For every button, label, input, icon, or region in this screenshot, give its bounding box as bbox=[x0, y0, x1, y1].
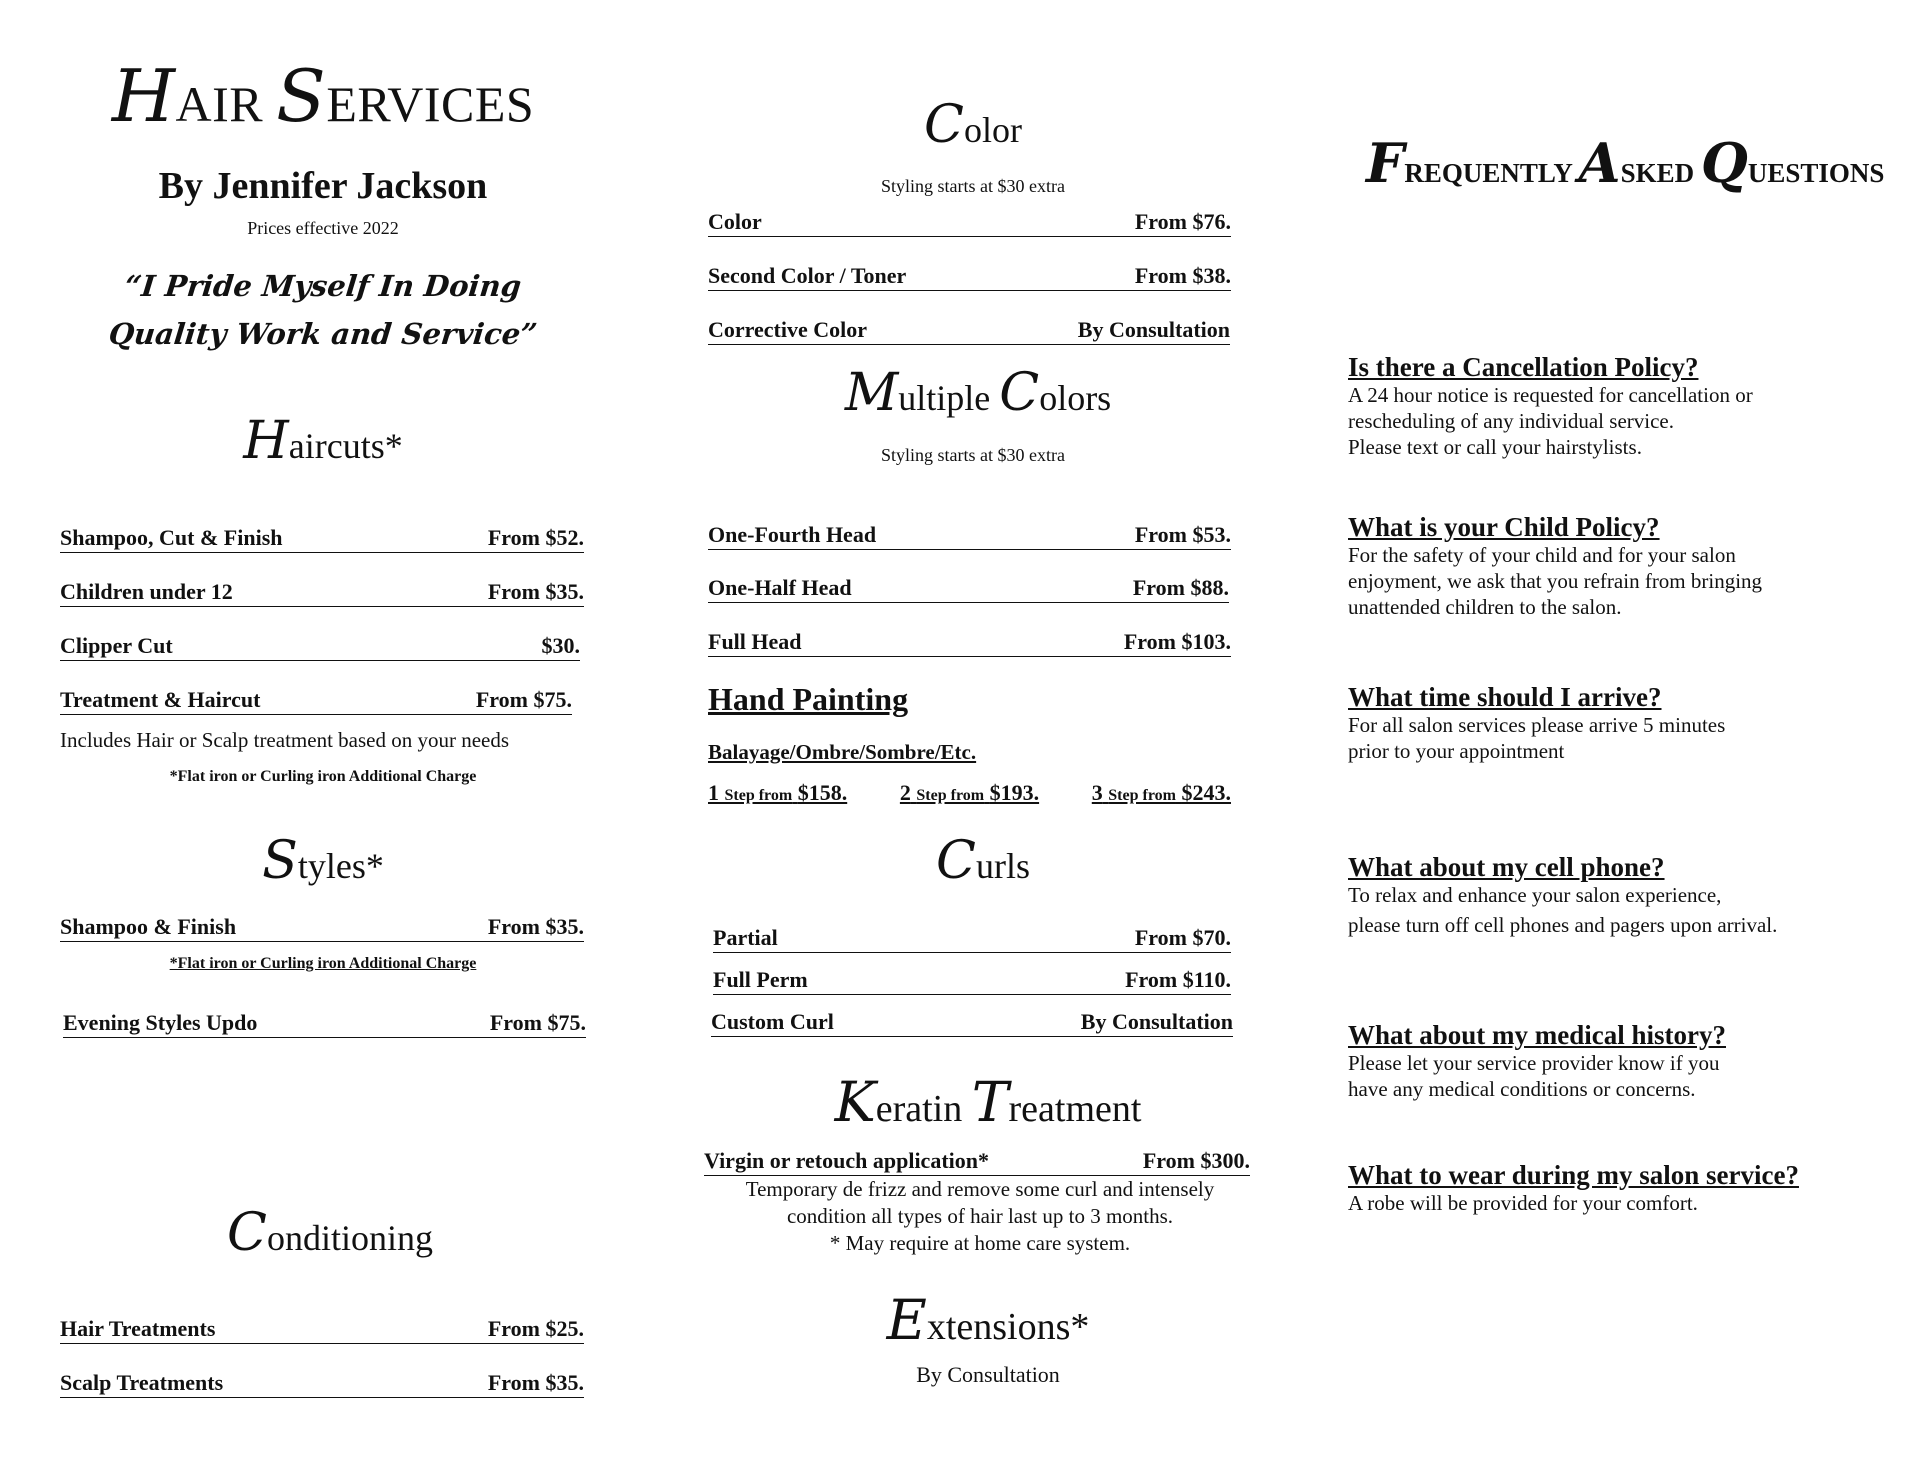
keratin-description bbox=[700, 1176, 1260, 1257]
faq-answer-line: rescheduling of any individual service. bbox=[1348, 409, 1674, 433]
price-row bbox=[60, 633, 580, 661]
title-part-1: AIR bbox=[175, 76, 264, 132]
price-row bbox=[708, 317, 1230, 345]
styles-heading bbox=[60, 831, 586, 896]
extensions-initial: E bbox=[886, 1288, 927, 1352]
haircuts-initial: H bbox=[243, 411, 289, 471]
faq-answer-line: For all salon services please arrive 5 minutes bbox=[1348, 713, 1726, 737]
price-row bbox=[708, 629, 1231, 657]
faq-question: What time should I arrive? bbox=[1348, 682, 1662, 712]
faq-item bbox=[1348, 352, 1888, 460]
hand-painting-subtitle: Balayage/Ombre/Sombre/Etc. bbox=[708, 740, 977, 764]
faq-answer-line: For the safety of your child and for your salon bbox=[1348, 543, 1736, 567]
service-name: Clipper Cut bbox=[60, 633, 173, 658]
price-row bbox=[713, 967, 1231, 995]
service-price: From $35. bbox=[487, 1370, 584, 1395]
hand-painting-heading: Hand Painting bbox=[708, 681, 909, 717]
service-price: From $110. bbox=[1125, 967, 1231, 992]
styles-title: tyles* bbox=[297, 846, 384, 886]
price-row bbox=[60, 1316, 584, 1344]
motto-line-1: “I Pride Myself In Doing bbox=[123, 269, 523, 303]
step-item: 1 Step from $158. bbox=[708, 780, 848, 805]
service-price: $30. bbox=[541, 633, 580, 658]
service-price: By Consultation bbox=[1077, 317, 1230, 342]
service-name: One-Half Head bbox=[708, 575, 852, 600]
faq-question: What about my medical history? bbox=[1348, 1020, 1726, 1050]
keratin-title-2: reatment bbox=[1008, 1088, 1142, 1130]
effective-date: Prices effective 2022 bbox=[247, 218, 399, 238]
faq-item bbox=[1348, 1020, 1888, 1102]
faq-answer-line: Please let your service provider know if you bbox=[1348, 1051, 1720, 1075]
multiple-initial: M bbox=[844, 363, 899, 423]
faq-item bbox=[1348, 512, 1888, 620]
service-name: Shampoo, Cut & Finish bbox=[60, 525, 283, 550]
service-price: From $300. bbox=[1142, 1148, 1250, 1173]
styles-initial: S bbox=[262, 831, 298, 891]
service-name: Full Head bbox=[708, 629, 802, 654]
price-row bbox=[60, 914, 584, 942]
service-name: Treatment & Haircut bbox=[60, 687, 261, 712]
multiple-colors-note: Styling starts at $30 extra bbox=[881, 445, 1065, 465]
price-row bbox=[60, 687, 572, 715]
service-name: Evening Styles Updo bbox=[63, 1010, 258, 1035]
faq-question: What is your Child Policy? bbox=[1348, 512, 1660, 542]
keratin-desc-line: Temporary de frizz and remove some curl and intensely bbox=[745, 1177, 1215, 1201]
page-title bbox=[60, 55, 586, 139]
faq-answer-line: unattended children to the salon. bbox=[1348, 595, 1622, 619]
title-initial-s: S bbox=[276, 55, 327, 139]
service-name: Full Perm bbox=[713, 967, 808, 992]
multiple-title-2: olors bbox=[1039, 378, 1112, 418]
service-price: From $38. bbox=[1134, 263, 1231, 288]
service-price: By Consultation bbox=[1080, 1009, 1233, 1034]
faq-initial-q: Q bbox=[1700, 131, 1748, 195]
service-price: From $103. bbox=[1123, 629, 1231, 654]
service-price: From $35. bbox=[487, 914, 584, 939]
price-row bbox=[60, 579, 584, 607]
faq-title bbox=[1366, 131, 1906, 201]
conditioning-title: onditioning bbox=[266, 1218, 433, 1258]
faq-answer-line: A robe will be provided for your comfort. bbox=[1348, 1191, 1698, 1215]
faq-item bbox=[1348, 852, 1888, 938]
haircuts-heading bbox=[60, 411, 586, 476]
extensions-title: xtensions* bbox=[926, 1306, 1090, 1348]
treatment-initial: T bbox=[971, 1070, 1009, 1134]
color-note: Styling starts at $30 extra bbox=[881, 176, 1065, 196]
faq-question: What about my cell phone? bbox=[1348, 852, 1665, 882]
faq-answer-line: enjoyment, we ask that you refrain from bringing bbox=[1348, 569, 1763, 593]
service-price: From $70. bbox=[1134, 925, 1231, 950]
service-name: Color bbox=[708, 209, 762, 234]
service-price: From $52. bbox=[487, 525, 584, 550]
motto bbox=[60, 262, 586, 358]
color-heading bbox=[708, 95, 1238, 160]
service-name: Corrective Color bbox=[708, 317, 868, 342]
price-row bbox=[708, 522, 1231, 550]
faq-item bbox=[1348, 1160, 1888, 1216]
curls-initial: C bbox=[936, 831, 976, 891]
color-title: olor bbox=[963, 110, 1022, 150]
keratin-initial: K bbox=[834, 1070, 876, 1134]
multiple-title-1: ultiple bbox=[898, 378, 991, 418]
service-name: Children under 12 bbox=[60, 579, 233, 604]
motto-line-2: Quality Work and Service” bbox=[107, 317, 539, 351]
service-price: From $75. bbox=[475, 687, 572, 712]
faq-title-part: UESTIONS bbox=[1747, 158, 1885, 188]
byline: By Jennifer Jackson bbox=[158, 165, 488, 207]
keratin-desc-line: * May require at home care system. bbox=[829, 1231, 1131, 1255]
price-row bbox=[711, 1009, 1233, 1037]
faq-answer-line: prior to your appointment bbox=[1348, 739, 1565, 763]
service-name: Virgin or retouch application* bbox=[704, 1148, 989, 1173]
service-price: From $75. bbox=[489, 1010, 586, 1035]
color-initial: C bbox=[924, 95, 964, 155]
price-row bbox=[713, 925, 1231, 953]
extensions-note: By Consultation bbox=[916, 1362, 1060, 1387]
faq-answer-line: To relax and enhance your salon experience, bbox=[1348, 883, 1722, 907]
faq-question: Is there a Cancellation Policy? bbox=[1348, 352, 1699, 382]
faq-question: What to wear during my salon service? bbox=[1348, 1160, 1799, 1190]
price-row bbox=[60, 525, 584, 553]
haircuts-title: aircuts* bbox=[288, 426, 403, 466]
service-name: Second Color / Toner bbox=[708, 263, 907, 288]
keratin-heading bbox=[708, 1070, 1268, 1140]
multiple-colors-heading bbox=[708, 363, 1248, 428]
faq-initial-f: F bbox=[1366, 131, 1405, 195]
price-row bbox=[708, 209, 1231, 237]
haircut-note: Includes Hair or Scalp treatment based on your needs bbox=[60, 728, 510, 752]
price-row bbox=[708, 263, 1231, 291]
service-name: Shampoo & Finish bbox=[60, 914, 237, 939]
service-price: From $53. bbox=[1134, 522, 1231, 547]
faq-answer-line: A 24 hour notice is requested for cancellation or bbox=[1348, 383, 1753, 407]
keratin-desc-line: condition all types of hair last up to 3 months. bbox=[786, 1204, 1174, 1228]
title-part-2: ERVICES bbox=[326, 76, 535, 132]
service-price: From $88. bbox=[1132, 575, 1229, 600]
haircut-footnote: *Flat iron or Curling iron Additional Charge bbox=[169, 768, 477, 785]
price-row bbox=[63, 1010, 586, 1038]
hand-painting-steps bbox=[708, 780, 1231, 806]
colors-initial: C bbox=[999, 363, 1040, 423]
service-name: Partial bbox=[713, 925, 778, 950]
step-item: 3 Step from $243. bbox=[1091, 780, 1231, 805]
styles-footnote: *Flat iron or Curling iron Additional Charge bbox=[169, 955, 477, 972]
faq-answer-line: Please text or call your hairstylists. bbox=[1348, 435, 1642, 459]
title-initial-h: H bbox=[111, 55, 176, 139]
curls-title: urls bbox=[975, 846, 1030, 886]
faq-title-part: REQUENTLY bbox=[1404, 158, 1572, 188]
faq-title-part: SKED bbox=[1620, 158, 1695, 188]
service-name: Scalp Treatments bbox=[60, 1370, 224, 1395]
service-name: One-Fourth Head bbox=[708, 522, 877, 547]
price-row bbox=[60, 1370, 584, 1398]
price-row bbox=[704, 1148, 1250, 1176]
faq-item bbox=[1348, 682, 1888, 764]
faq-initial-a: A bbox=[1578, 131, 1621, 195]
keratin-title-1: eratin bbox=[875, 1088, 963, 1130]
service-name: Custom Curl bbox=[711, 1009, 834, 1034]
faq-answer-line: please turn off cell phones and pagers upon arrival. bbox=[1348, 913, 1778, 937]
step-item: 2 Step from $193. bbox=[899, 780, 1040, 805]
service-name: Hair Treatments bbox=[60, 1316, 216, 1341]
conditioning-heading bbox=[60, 1203, 600, 1268]
service-price: From $25. bbox=[487, 1316, 584, 1341]
extensions-heading bbox=[708, 1288, 1268, 1358]
conditioning-initial: C bbox=[227, 1203, 267, 1263]
service-price: From $76. bbox=[1134, 209, 1231, 234]
price-row bbox=[708, 575, 1229, 603]
faq-answer-line: have any medical conditions or concerns. bbox=[1348, 1077, 1696, 1101]
service-price: From $35. bbox=[487, 579, 584, 604]
curls-heading bbox=[708, 831, 1258, 896]
